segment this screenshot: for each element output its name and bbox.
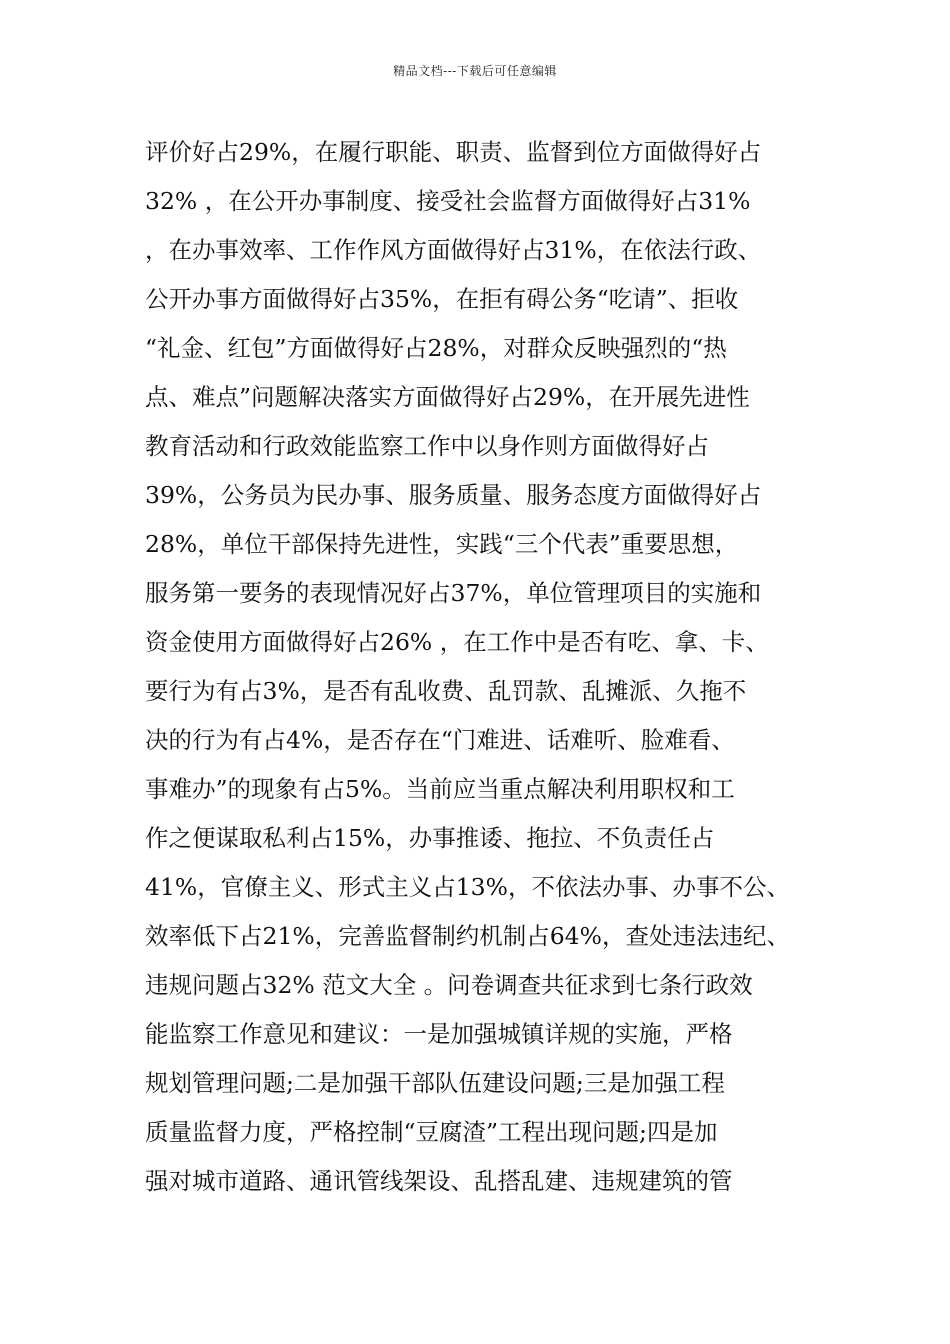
- text-line-8: 39%，公务员为民办事、服务质量、服务态度方面做得好占: [145, 481, 762, 509]
- text-line-15: 作之便谋取私利占15%，办事推诿、拖拉、不负责任占: [145, 824, 715, 852]
- body-paragraph: [145, 128, 825, 1206]
- text-line-19: 能监察工作意见和建议：一是加强城镇详规的实施，严格: [145, 1020, 733, 1048]
- text-line-22: 强对城市道路、通讯管线架设、乱搭乱建、违规建筑的管: [145, 1167, 733, 1195]
- text-line-10: 服务第一要务的表现情况好占37%，单位管理项目的实施和: [145, 579, 762, 607]
- text-line-21: 质量监督力度，严格控制“豆腐渣”工程出现问题;四是加: [145, 1118, 718, 1146]
- text-line-17: 效率低下占21%，完善监督制约机制占64%，查处违法违纪、: [145, 922, 790, 950]
- text-line-6: 点、难点”问题解决落实方面做得好占29%，在开展先进性: [145, 383, 750, 411]
- text-line-4: 公开办事方面做得好占35%，在拒有碍公务“吃请”、拒收: [145, 285, 739, 313]
- text-line-13: 决的行为有占4%，是否存在“门难进、话难听、脸难看、: [145, 726, 735, 754]
- text-line-12: 要行为有占3%，是否有乱收费、乱罚款、乱摊派、久拖不: [145, 677, 747, 705]
- text-line-18: 违规问题占32% 范文大全 。问卷调查共征求到七条行政效: [145, 971, 753, 999]
- text-line-1: 评价好占29%，在履行职能、职责、监督到位方面做得好占: [145, 138, 762, 166]
- text-line-9: 28%，单位干部保持先进性，实践“三个代表”重要思想，: [145, 530, 739, 558]
- text-line-16: 41%，官僚主义、形式主义占13%，不依法办事、办事不公、: [145, 873, 790, 901]
- text-line-2: 32% ，在公开办事制度、接受社会监督方面做得好占31%: [145, 187, 751, 215]
- page-header: 精品文档---下载后可任意编辑: [393, 64, 557, 78]
- text-line-14: 事难办”的现象有占5%。当前应当重点解决利用职权和工: [145, 775, 735, 803]
- text-line-7: 教育活动和行政效能监察工作中以身作则方面做得好占: [145, 432, 709, 460]
- text-line-11: 资金使用方面做得好占26% ，在工作中是否有吃、拿、卡、: [145, 628, 769, 656]
- text-line-20: 规划管理问题;二是加强干部队伍建设问题;三是加强工程: [145, 1069, 725, 1097]
- text-line-3: ，在办事效率、工作作风方面做得好占31%，在依法行政、: [145, 236, 762, 264]
- text-line-5: “礼金、红包”方面做得好占28%，对群众反映强烈的“热: [145, 334, 727, 362]
